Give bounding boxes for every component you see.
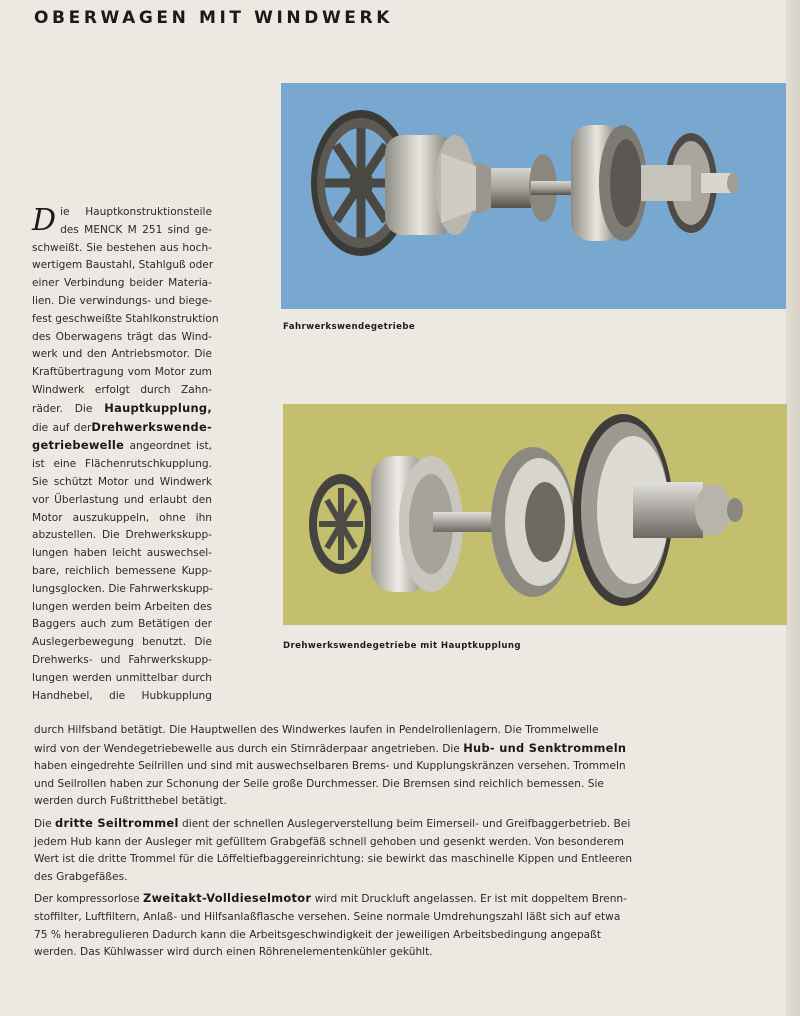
right-drum-graphic (571, 125, 647, 241)
body-text (34, 722, 652, 962)
intro-line-hauptkupplung: räder. Die Hauptkupplung, (32, 400, 212, 415)
body-line: jedem Hub kann der Ausleger mit gefülltem Grabgefäß schnell gehoben und gesenkt werden. Von besonderem (34, 835, 624, 848)
bold-zweitakt-volldieselmotor: Zweitakt-Volldieselmotor (143, 891, 312, 906)
intro-line: Sie schützt Motor und Windwerk (32, 475, 212, 488)
body-line: wird von der Wendegetriebewelle aus durch ein Stirnräderpaar angetrieben. Die Hub- und Senktrommeln (34, 740, 627, 755)
clutch-graphic (491, 447, 575, 597)
intro-line: des MENCK M 251 sind ge- (60, 223, 212, 236)
intro-line: ist eine Flächenrutschkupplung. (32, 458, 212, 471)
figure-drehwerk-caption: Drehwerkswendegetriebe mit Hauptkupplung (283, 641, 521, 651)
intro-line: lien. Die verwindungs- und biege- (32, 294, 212, 307)
right-gear-graphic (641, 133, 739, 233)
body-line: werden. Das Kühlwasser wird durch einen Röhrenelementenkühler gekühlt. (34, 946, 433, 959)
figure-drehwerk-photo (283, 404, 787, 625)
small-gear-graphic (309, 474, 373, 574)
intro-line: vor Überlastung und erlaubt den (32, 493, 212, 506)
paragraph-dritte-seiltrommel (34, 815, 652, 886)
bold-drehwerkswende: Drehwerkswende- (91, 419, 212, 434)
body-line: stoffilter, Luftfiltern, Anlaß- und Hilfsanlaßflasche versehen. Seine normale Umdrehungszahl läßt sich auf etwa (34, 910, 621, 923)
body-line: Wert ist die dritte Trommel für die Löffeltiefbaggereinrichtung: sie bewirkt das maschinelle Kippen und Entleeren (34, 853, 633, 866)
intro-line: Auslegerbewegung benutzt. Die (32, 636, 212, 649)
intro-line: Handhebel, die Hubkupplung (32, 689, 212, 702)
body-line: durch Hilfsband betätigt. Die Hauptwellen des Windwerkes laufen in Pendelrollenlagern. Die Trommelwelle (34, 724, 599, 736)
intro-line: lungen werden unmittelbar durch (32, 671, 212, 684)
intro-line: lungen werden beim Arbeiten des (32, 600, 212, 613)
intro-line: Motor auszukuppeln, ohne ihn (32, 511, 212, 524)
intro-line: Drehwerks- und Fahrwerkskupp- (32, 653, 212, 666)
figure-fahrwerk-caption: Fahrwerkswendegetriebe (283, 322, 416, 332)
body-line: Der kompressorlose Zweitakt-Volldieselmotor wird mit Druckluft angelassen. Er ist mit doppeltem Brenn- (34, 891, 627, 906)
body-line: und Seilrollen haben zur Schonung der Seile große Durchmesser. Die Bremsen sind reichlich bemessen. Sie (34, 777, 604, 790)
intro-line: lungen haben leicht auswechsel- (32, 547, 212, 560)
intro-line: abzustellen. Die Drehwerkskupp- (32, 529, 212, 542)
figure-fahrwerk-photo (281, 83, 786, 309)
intro-line: bare, reichlich bemessene Kupp- (32, 564, 212, 577)
intro-line: fest geschweißte Stahlkonstruktion (32, 312, 219, 325)
body-line: des Grabgefäßes. (34, 870, 128, 883)
intro-line: einer Verbindung beider Materia- (32, 277, 212, 290)
intro-line: lungsglocken. Die Fahrwerkskupp- (32, 582, 213, 595)
intro-line: wertigem Baustahl, Stahlguß oder (32, 259, 214, 272)
intro-line: werk und den Antriebsmotor. Die (32, 348, 212, 361)
bold-hauptkupplung: Hauptkupplung, (104, 400, 212, 415)
body-line: 75 % herabregulieren Dadurch kann die Arbeitsgeschwindigkeit der jeweiligen Arbeitsbedingung angepaßt (34, 928, 601, 941)
intro-line: Baggers auch zum Betätigen der (32, 618, 212, 631)
main-gear-graphic (573, 414, 743, 606)
intro-line: Windwerk erfolgt durch Zahn- (32, 383, 212, 396)
intro-line: des Oberwagens trägt das Wind- (32, 330, 212, 343)
intro-line-drehwerk: die auf derDrehwerkswende- (32, 419, 212, 434)
body-line: Die dritte Seiltrommel dient der schnellen Auslegerverstellung beim Eimerseil- und Greifbaggerbetrieb. Bei (34, 815, 631, 830)
bold-dritte-seiltrommel: dritte Seiltrommel (55, 815, 179, 830)
intro-line: schweißt. Sie bestehen aus hoch- (32, 241, 212, 254)
intro-line: ie Hauptkonstruktionsteile (60, 206, 212, 218)
intro-text-column (32, 203, 219, 705)
drop-cap: D (32, 203, 57, 238)
body-line: haben eingedrehte Seilrillen und sind mit auswechselbaren Brems- und Kupplungskränzen versehen. Trommeln (34, 760, 626, 773)
bold-getriebewelle: getriebewelle (32, 438, 125, 453)
intro-line: Kraftübertragung vom Motor zum (32, 366, 212, 379)
intro-last-line: durch Hilfsband betätigt. (34, 724, 166, 736)
paragraph-motor (34, 890, 652, 961)
intro-line-getriebewelle: getriebewelle angeordnet ist, (32, 438, 213, 453)
page-title: OBERWAGEN MIT WINDWERK (34, 8, 393, 28)
bold-hub-senktrommeln: Hub- und Senktrommeln (463, 740, 627, 755)
body-line: werden durch Fußtritthebel betätigt. (34, 795, 227, 808)
page-edge (786, 0, 800, 1016)
